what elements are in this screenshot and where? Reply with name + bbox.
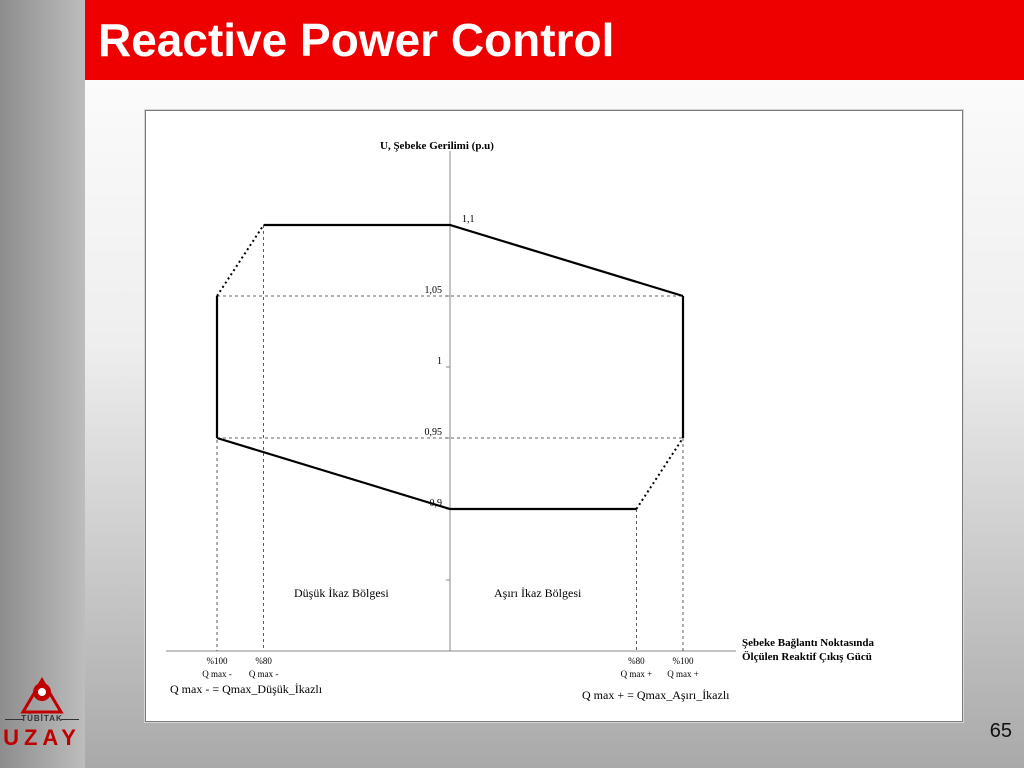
x-label-qmax: Q max - xyxy=(248,669,279,679)
upper-boundary-line xyxy=(264,225,683,296)
legend-left: Q max - = Qmax_Düşük_İkazlı xyxy=(170,682,323,696)
y-tick-label: 1,1 xyxy=(462,214,475,225)
x-label-qmax: Q max + xyxy=(667,669,699,679)
logo-top-text: TÜBİTAK xyxy=(21,714,63,723)
x-label-percent: %100 xyxy=(206,656,228,666)
x-axis-labels xyxy=(202,656,699,679)
title-bar xyxy=(85,0,1024,80)
x-axis-title-line2: Ölçülen Reaktif Çıkış Gücü xyxy=(742,651,872,663)
region-right-label: Aşırı İkaz Bölgesi xyxy=(494,586,582,600)
left-sidebar-band xyxy=(0,0,85,768)
y-axis-title: U, Şebeke Gerilimi (p.u) xyxy=(380,140,494,152)
reactive-power-diagram xyxy=(146,111,962,721)
lower-right-dotted-edge xyxy=(636,438,683,509)
x-label-qmax: Q max - xyxy=(202,669,232,679)
y-tick-label: 1,05 xyxy=(424,285,442,296)
upper-left-dotted-edge xyxy=(217,225,264,296)
x-label-qmax: Q max + xyxy=(620,669,653,679)
slide-number: 65 xyxy=(989,720,1012,742)
y-tick-label: 1 xyxy=(437,356,442,367)
x-label-percent: %100 xyxy=(672,656,694,666)
x-axis-title-line1: Şebeke Bağlantı Noktasında xyxy=(742,637,875,649)
x-label-percent: %80 xyxy=(255,656,272,666)
lower-boundary-line xyxy=(217,438,636,509)
diagram-frame xyxy=(145,110,963,722)
region-left-label: Düşük İkaz Bölgesi xyxy=(294,586,389,600)
x-label-percent: %80 xyxy=(628,656,645,666)
y-tick-label: 0,9 xyxy=(429,498,442,509)
logo-emblem-icon xyxy=(3,676,81,716)
tubitak-uzay-logo xyxy=(3,676,81,756)
slide-title: Reactive Power Control xyxy=(98,14,615,66)
legend-right: Q max + = Qmax_Aşırı_İkazlı xyxy=(582,688,730,702)
logo-bottom-text: UZAY xyxy=(3,725,81,750)
y-tick-label: 0,95 xyxy=(424,427,442,438)
